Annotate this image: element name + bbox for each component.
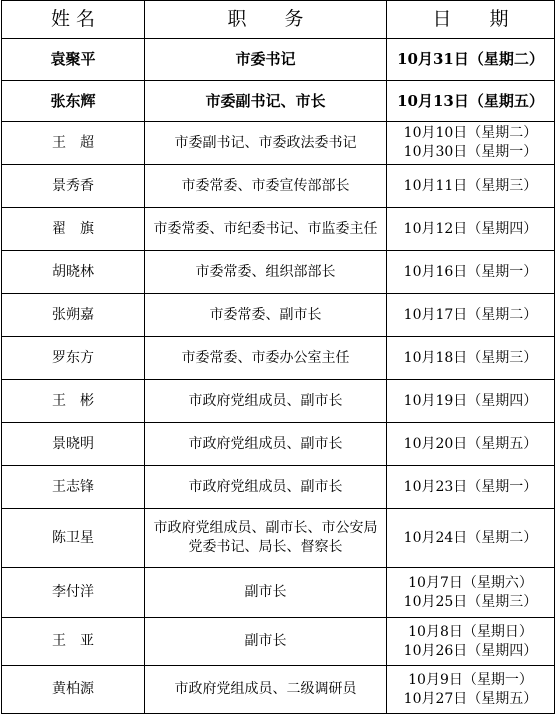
schedule-date: 10月16日（星期一） <box>387 251 555 294</box>
table-row <box>2 466 555 509</box>
person-position: 市委常委、市纪委书记、市监委主任 <box>145 208 387 251</box>
table-row <box>2 251 555 294</box>
schedule-date: 10月19日（星期四） <box>387 380 555 423</box>
person-name: 景晓明 <box>2 423 145 466</box>
table-row <box>2 380 555 423</box>
schedule-date: 10月8日（星期日） 10月26日（星期四） <box>387 618 555 666</box>
schedule-date: 10月10日（星期二） 10月30日（星期一） <box>387 122 555 165</box>
person-position: 市委常委、副市长 <box>145 294 387 337</box>
schedule-date: 10月17日（星期二） <box>387 294 555 337</box>
person-position: 市政府党组成员、副市长 <box>145 466 387 509</box>
table-row <box>2 666 555 714</box>
schedule-date: 10月11日（星期三） <box>387 165 555 208</box>
table-row <box>2 165 555 208</box>
person-name: 袁聚平 <box>2 39 145 81</box>
person-name: 陈卫星 <box>2 509 145 568</box>
person-position: 市政府党组成员、副市长 <box>145 423 387 466</box>
schedule-date: 10月20日（星期五） <box>387 423 555 466</box>
person-position: 市委常委、市委宣传部部长 <box>145 165 387 208</box>
table-row <box>2 337 555 380</box>
person-name: 李付洋 <box>2 568 145 618</box>
person-name: 张朔嘉 <box>2 294 145 337</box>
person-name: 景秀香 <box>2 165 145 208</box>
person-name: 翟 旗 <box>2 208 145 251</box>
person-position: 市委常委、市委办公室主任 <box>145 337 387 380</box>
person-name: 王 超 <box>2 122 145 165</box>
schedule-date: 10月13日（星期五） <box>387 81 555 122</box>
table-row <box>2 618 555 666</box>
schedule-date: 10月12日（星期四） <box>387 208 555 251</box>
person-position: 副市长 <box>145 568 387 618</box>
person-position: 市委副书记、市委政法委书记 <box>145 122 387 165</box>
person-position: 副市长 <box>145 618 387 666</box>
schedule-date: 10月24日（星期二） <box>387 509 555 568</box>
schedule-date: 10月18日（星期三） <box>387 337 555 380</box>
person-name: 张东辉 <box>2 81 145 122</box>
person-position: 市政府党组成员、副市长、市公安局党委书记、局长、督察长 <box>145 509 387 568</box>
person-position: 市委副书记、市长 <box>145 81 387 122</box>
table-row <box>2 509 555 568</box>
person-name: 王 亚 <box>2 618 145 666</box>
schedule-date: 10月7日（星期六） 10月25日（星期三） <box>387 568 555 618</box>
date-column-header: 日 期 <box>387 1 555 39</box>
name-column-header: 姓 名 <box>2 1 145 39</box>
person-position: 市政府党组成员、二级调研员 <box>145 666 387 714</box>
table-row <box>2 423 555 466</box>
table-row <box>2 81 555 122</box>
table-row <box>2 568 555 618</box>
person-position: 市政府党组成员、副市长 <box>145 380 387 423</box>
table-row <box>2 294 555 337</box>
leader-schedule-table <box>1 0 555 714</box>
table-row <box>2 208 555 251</box>
person-position: 市委常委、组织部部长 <box>145 251 387 294</box>
person-position: 市委书记 <box>145 39 387 81</box>
schedule-date: 10月9日（星期一） 10月27日（星期五） <box>387 666 555 714</box>
schedule-date: 10月31日（星期二） <box>387 39 555 81</box>
header-row <box>2 1 555 39</box>
person-name: 王志锋 <box>2 466 145 509</box>
person-name: 罗东方 <box>2 337 145 380</box>
position-column-header: 职 务 <box>145 1 387 39</box>
person-name: 黄柏源 <box>2 666 145 714</box>
schedule-date: 10月23日（星期一） <box>387 466 555 509</box>
table-row <box>2 39 555 81</box>
table-row <box>2 122 555 165</box>
person-name: 王 彬 <box>2 380 145 423</box>
person-name: 胡晓林 <box>2 251 145 294</box>
